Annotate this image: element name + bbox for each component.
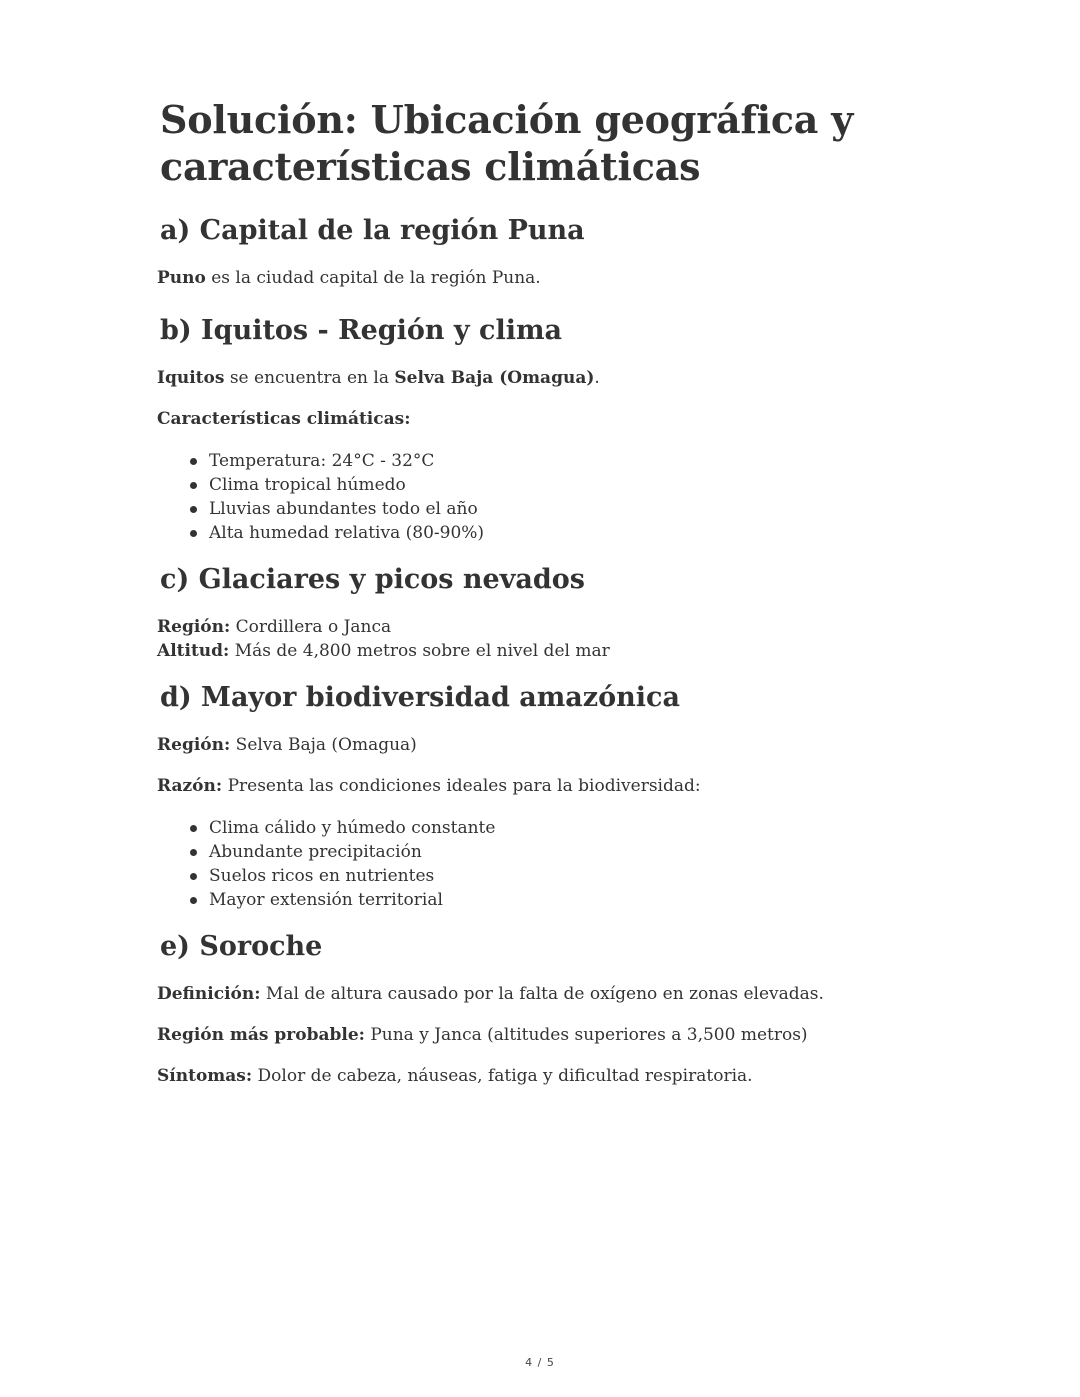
section-b-sublabel-bold: Características climáticas: bbox=[157, 409, 411, 429]
document-page bbox=[157, 96, 957, 1088]
section-c-altitude bbox=[157, 639, 957, 663]
list-item: Abundante precipitación bbox=[209, 840, 957, 864]
section-e-region-label: Región más probable: bbox=[157, 1025, 365, 1045]
section-c-altitude-label: Altitud: bbox=[157, 641, 230, 661]
list-item: Temperatura: 24°C - 32°C bbox=[209, 449, 957, 473]
section-e-symptoms-label: Síntomas: bbox=[157, 1066, 253, 1086]
list-item: Mayor extensión territorial bbox=[209, 888, 957, 912]
section-e-symptoms bbox=[157, 1064, 957, 1088]
section-d-reason bbox=[157, 774, 957, 798]
section-c-region-value: Cordillera o Janca bbox=[230, 617, 392, 637]
section-e-region bbox=[157, 1023, 957, 1047]
list-item: Clima tropical húmedo bbox=[209, 473, 957, 497]
section-e-heading: e) Soroche bbox=[160, 931, 323, 962]
section-a-heading: a) Capital de la región Puna bbox=[160, 215, 585, 246]
page-number: 4 / 5 bbox=[525, 1356, 555, 1369]
section-a-text: es la ciudad capital de la región Puna. bbox=[205, 268, 541, 288]
section-b-list bbox=[157, 449, 957, 545]
section-d-reason-value: Presenta las condiciones ideales para la biodiversidad: bbox=[222, 776, 701, 796]
section-b-heading: b) Iquitos - Región y clima bbox=[160, 315, 563, 346]
section-a-bold: Puno bbox=[157, 268, 206, 288]
section-e-region-value: Puna y Janca (altitudes superiores a 3,500 metros) bbox=[364, 1025, 808, 1045]
section-e-definition-value: Mal de altura causado por la falta de oxígeno en zonas elevadas. bbox=[260, 984, 824, 1004]
section-b-bold-region: Selva Baja (Omagua) bbox=[394, 368, 595, 388]
section-c-altitude-value: Más de 4,800 metros sobre el nivel del mar bbox=[229, 641, 610, 661]
section-c-region-label: Región: bbox=[157, 617, 231, 637]
section-a-paragraph bbox=[157, 266, 957, 290]
section-d-reason-label: Razón: bbox=[157, 776, 223, 796]
list-item: Lluvias abundantes todo el año bbox=[209, 497, 957, 521]
section-d-region-value: Selva Baja (Omagua) bbox=[230, 735, 417, 755]
section-d-heading: d) Mayor biodiversidad amazónica bbox=[160, 682, 680, 713]
section-b-text-2: . bbox=[594, 368, 600, 388]
section-e-symptoms-value: Dolor de cabeza, náuseas, fatiga y dificultad respiratoria. bbox=[252, 1066, 753, 1086]
section-d-region bbox=[157, 733, 957, 757]
section-c-region bbox=[157, 615, 957, 639]
section-b-text-1: se encuentra en la bbox=[224, 368, 395, 388]
section-d-list bbox=[157, 816, 957, 912]
section-b-sublabel bbox=[157, 407, 957, 431]
list-item: Clima cálido y húmedo constante bbox=[209, 816, 957, 840]
list-item: Suelos ricos en nutrientes bbox=[209, 864, 957, 888]
list-item: Alta humedad relativa (80-90%) bbox=[209, 521, 957, 545]
section-d-region-label: Región: bbox=[157, 735, 231, 755]
section-c-heading: c) Glaciares y picos nevados bbox=[160, 564, 585, 595]
section-b-paragraph bbox=[157, 366, 957, 390]
page-title: Solución: Ubicación geográfica y características climáticas bbox=[160, 97, 854, 189]
section-e-definition-label: Definición: bbox=[157, 984, 261, 1004]
section-b-bold-iquitos: Iquitos bbox=[157, 368, 225, 388]
section-e-definition bbox=[157, 982, 957, 1006]
